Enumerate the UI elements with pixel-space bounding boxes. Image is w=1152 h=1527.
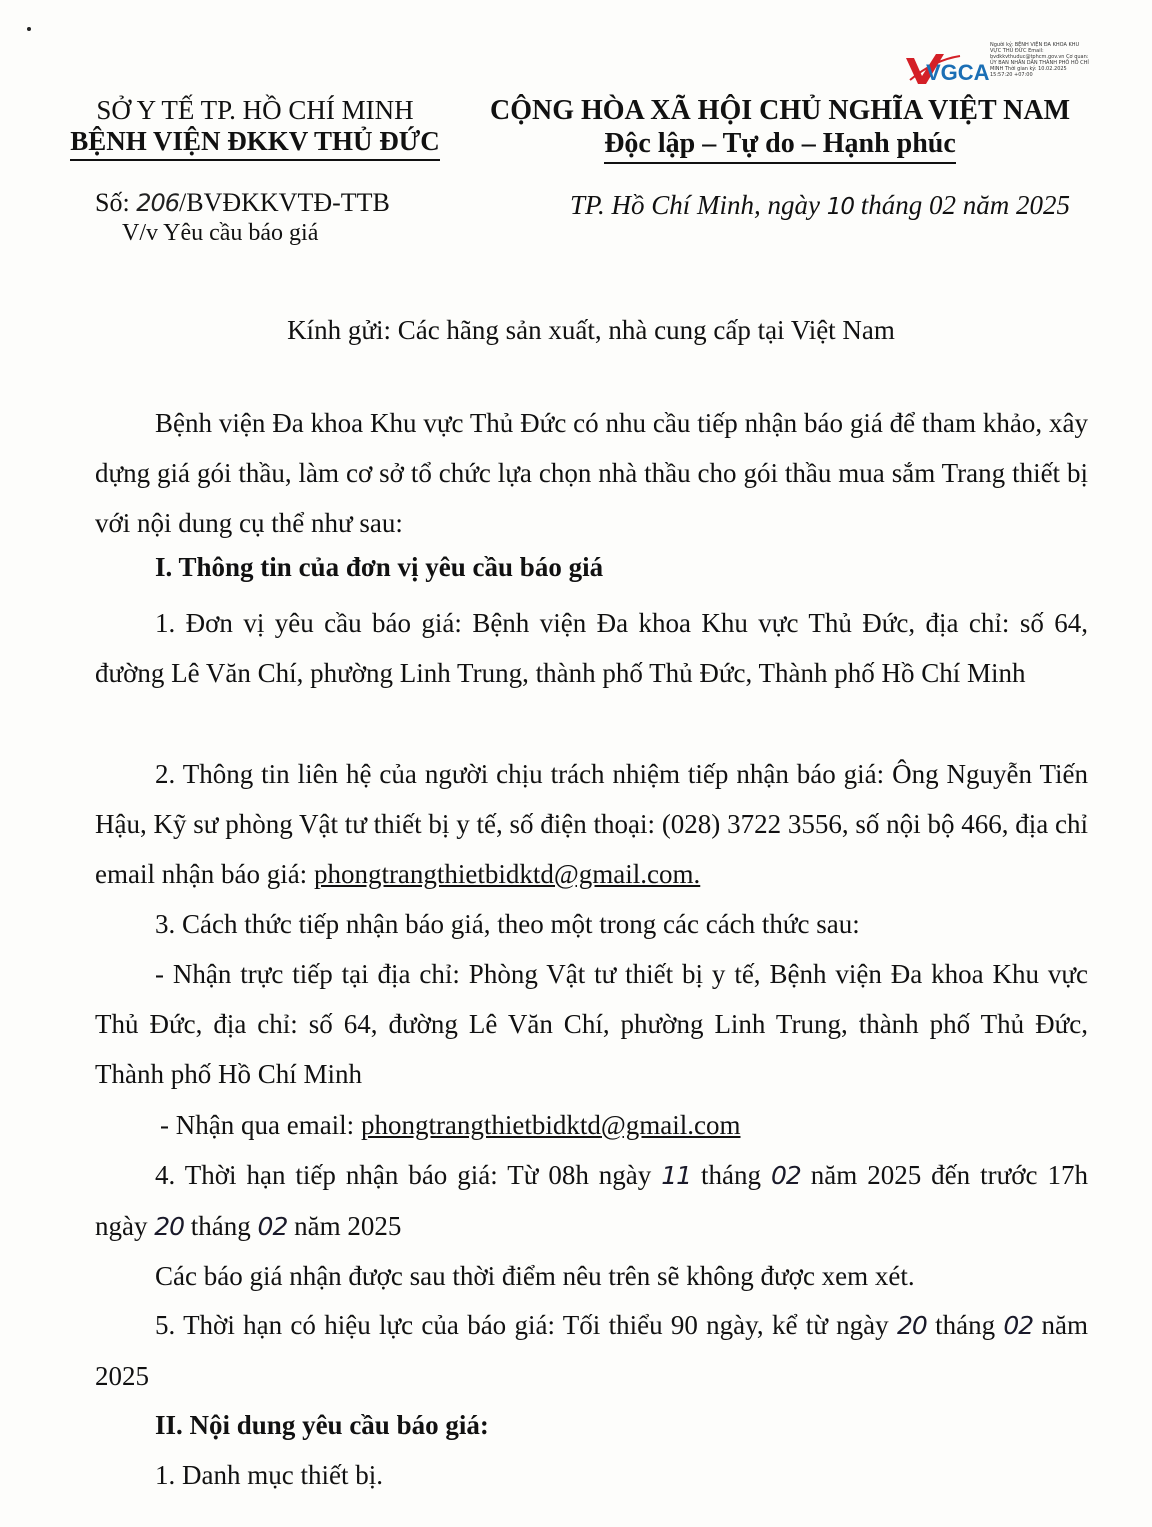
motto (480, 128, 1080, 164)
doc-no-prefix: Số: (95, 188, 137, 217)
section-1-item-3b (95, 1100, 1088, 1150)
date-suffix: tháng 02 năm 2025 (854, 190, 1071, 220)
doc-no-suffix: /BVĐKKVTĐ-TTB (179, 188, 390, 217)
section-1-item-2 (95, 749, 1088, 899)
section-2-item-1: 1. Danh mục thiết bị. (155, 1460, 383, 1490)
section-1-item-4-note: Các báo giá nhận được sau thời điểm nêu trên sẽ không được xem xét. (155, 1261, 915, 1291)
section-1-item-3a: - Nhận trực tiếp tại địa chỉ: Phòng Vật tư thiết bị y tế, Bệnh viện Đa khoa Khu vực Thủ Đức, địa chỉ: số 64, đường Lê Văn Chí, phường Linh Trung, thành phố Thủ Đức, Thành phố Hồ Chí Minh (95, 959, 1088, 1089)
date-day-handwritten: 10 (826, 194, 855, 220)
item-2-text: 2. Thông tin liên hệ của người chịu trách nhiệm tiếp nhận báo giá: Ông Nguyễn Tiến Hậu, Kỹ sư phòng Vật tư thiết bị y tế, số điện thoại: (028) 3722 3556, số nội bộ 466, địa chỉ email nhận báo giá: (95, 759, 1088, 889)
ministry-name: SỞ Y TẾ TP. HỒ CHÍ MINH (96, 95, 414, 125)
item-4-part-2: tháng (691, 1160, 771, 1190)
greeting: Kính gửi: Các hãng sản xuất, nhà cung cấp tại Việt Nam (287, 315, 895, 345)
item-5-part-3: năm 2025 (95, 1310, 1088, 1391)
vgca-logo (904, 50, 992, 90)
scan-dot (27, 27, 31, 31)
document-number (95, 188, 390, 218)
hospital-name (60, 126, 450, 161)
item-4-part-3: năm 2025 đến trước 17h ngày (95, 1160, 1088, 1241)
submit-email-link[interactable]: phongtrangthietbidktd@gmail.com (360, 1110, 741, 1140)
section-1-item-3: 3. Cách thức tiếp nhận báo giá, theo một trong các cách thức sau: (155, 909, 860, 939)
digital-signature-stamp: Người ký: BỆNH VIỆN ĐA KHOA KHU VỰC THỦ ĐỨC Email: bvdkkvthuduc@tphcm.gov.vn Cơ quan: ỦY BAN NHÂN DÂN THÀNH PHỐ HỒ CHÍ MINH Thời gian ký: 10.02.2025 15:57:20 +07:00 (990, 42, 1089, 78)
document-date (570, 190, 1070, 221)
section-1-item-5 (95, 1300, 1088, 1401)
motto-text: Độc lập – Tự do – Hạnh phúc (604, 128, 956, 164)
item-5-part-1: 5. Thời hạn có hiệu lực của báo giá: Tối thiểu 90 ngày, kể từ ngày (155, 1310, 897, 1340)
contact-email-link[interactable]: phongtrangthietbidktd@gmail.com. (313, 859, 701, 889)
item-5-day-handwritten: 20 (896, 1311, 927, 1340)
item-4-part-4: tháng (184, 1211, 258, 1241)
item-4-start-day-handwritten: 11 (661, 1161, 692, 1190)
hospital-name-text: BỆNH VIỆN ĐKKV THỦ ĐỨC (70, 126, 440, 161)
item-4-end-day-handwritten: 20 (154, 1212, 185, 1241)
section-1-item-1: 1. Đơn vị yêu cầu báo giá: Bệnh viện Đa khoa Khu vực Thủ Đức, địa chỉ: số 64, đường Lê Văn Chí, phường Linh Trung, thành phố Thủ Đức, Thành phố Hồ Chí Minh (95, 608, 1088, 688)
item-4-start-month-handwritten: 02 (770, 1161, 801, 1190)
item-4-end-month-handwritten: 02 (257, 1212, 288, 1241)
item-4-part-5: năm 2025 (287, 1211, 402, 1241)
item-5-month-handwritten: 02 (1003, 1311, 1034, 1340)
section-1-title: I. Thông tin của đơn vị yêu cầu báo giá (155, 552, 604, 582)
document-subject: V/v Yêu cầu báo giá (122, 220, 319, 246)
logo-text: VGCA (926, 60, 990, 85)
item-5-part-2: tháng (926, 1310, 1004, 1340)
intro-paragraph: Bệnh viện Đa khoa Khu vực Thủ Đức có nhu cầu tiếp nhận báo giá để tham khảo, xây dựng giá gói thầu, làm cơ sở tổ chức lựa chọn nhà thầu cho gói thầu mua sắm Trang thiết bị với nội dung cụ thể như sau: (95, 408, 1088, 538)
doc-no-handwritten: 206 (136, 189, 179, 217)
section-2-title: II. Nội dung yêu cầu báo giá: (155, 1410, 489, 1440)
section-1-item-4 (95, 1150, 1088, 1252)
item-3b-prefix: - Nhận qua email: (160, 1110, 361, 1140)
nation-title: CỘNG HÒA XÃ HỘI CHỦ NGHĨA VIỆT NAM (489, 95, 1071, 126)
item-4-part-1: 4. Thời hạn tiếp nhận báo giá: Từ 08h ngày (155, 1160, 662, 1190)
date-prefix: TP. Hồ Chí Minh, ngày (570, 190, 827, 220)
